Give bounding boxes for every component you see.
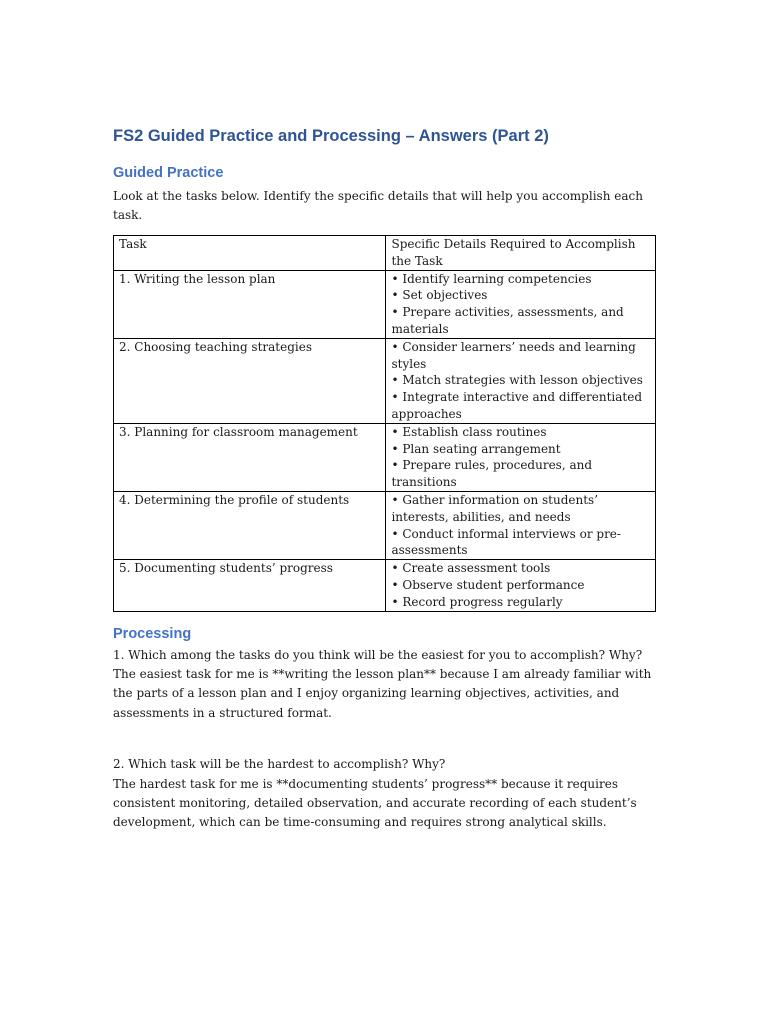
detail-item: • Identify learning competencies <box>391 271 592 286</box>
detail-item: • Observe student performance <box>391 577 585 592</box>
guided-practice-intro: Look at the tasks below. Identify the specific details that will help you accomplish each task. <box>113 189 643 222</box>
detail-item: • Gather information on students’ interests, abilities, and needs <box>391 492 599 524</box>
table-row <box>114 270 656 338</box>
table-header-row <box>114 236 656 271</box>
detail-item: • Match strategies with lesson objectives <box>391 373 643 388</box>
detail-item: • Create assessment tools <box>391 561 551 576</box>
table-row <box>114 423 656 491</box>
task-cell: 3. Planning for classroom management <box>114 423 386 491</box>
details-cell <box>386 423 656 491</box>
answer-text: The easiest task for me is **writing the lesson plan** because I am already familiar with the parts of a lesson plan and I enjoy organizing learning objectives, activities, and assessments in a structured format. <box>113 666 652 720</box>
question-text: 1. Which among the tasks do you think will be the easiest for you to accomplish? Why? <box>113 647 643 662</box>
task-cell: 4. Determining the profile of students <box>114 491 386 559</box>
detail-item: • Plan seating arrangement <box>391 441 561 456</box>
processing-question-2 <box>113 755 658 833</box>
document-page <box>113 124 658 833</box>
table-row <box>114 560 656 611</box>
details-cell <box>386 491 656 559</box>
detail-item: • Establish class routines <box>391 424 547 439</box>
detail-item: • Integrate interactive and differentiated approaches <box>391 390 643 421</box>
table-header-cell: Task <box>114 236 386 271</box>
table-row <box>114 338 656 423</box>
details-cell <box>386 270 656 338</box>
question-text: 2. Which task will be the hardest to accomplish? Why? <box>113 757 446 772</box>
guided-practice-heading: Guided Practice <box>113 165 224 181</box>
detail-item: • Prepare rules, procedures, and transitions <box>391 458 593 490</box>
detail-item: • Conduct informal interviews or pre-assessments <box>391 526 621 558</box>
processing-heading: Processing <box>113 625 192 642</box>
detail-item: • Record progress regularly <box>391 594 563 609</box>
table-header-cell: Specific Details Required to Accomplish the Task <box>386 236 656 271</box>
detail-item: • Prepare activities, assessments, and materials <box>391 305 624 336</box>
processing-question-1 <box>113 646 658 724</box>
details-cell <box>386 560 656 611</box>
task-cell: 2. Choosing teaching strategies <box>114 338 386 423</box>
details-cell <box>386 338 656 423</box>
detail-item: • Set objectives <box>391 288 488 303</box>
task-cell: 1. Writing the lesson plan <box>114 270 386 338</box>
table-row <box>114 491 656 559</box>
task-cell: 5. Documenting students’ progress <box>114 560 386 611</box>
document-title: FS2 Guided Practice and Processing – Answers (Part 2) <box>113 127 549 145</box>
answer-text: The hardest task for me is **documenting students’ progress** because it requires consistent monitoring, detailed observation, and accurate recording of each student’s development, which can be time-consuming and requires strong analytical skills. <box>113 776 637 830</box>
detail-item: • Consider learners’ needs and learning styles <box>391 339 636 371</box>
tasks-table <box>113 235 656 612</box>
